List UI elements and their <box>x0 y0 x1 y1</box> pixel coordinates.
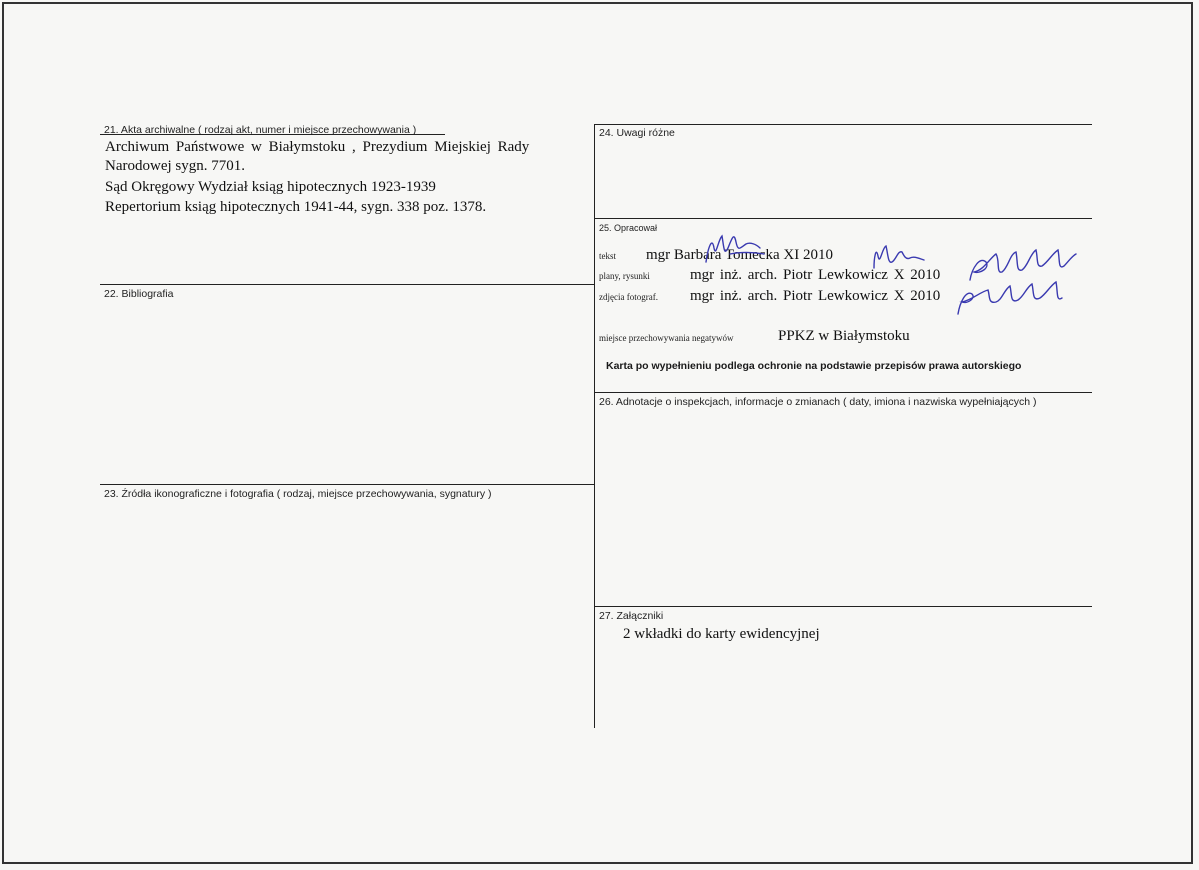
section-25-label: 25. Opracował <box>599 223 658 233</box>
rule-27-top <box>594 606 1092 607</box>
section-24-label: 24. Uwagi różne <box>599 127 675 139</box>
rule-24-top <box>594 124 1092 125</box>
zdjecia-label: zdjęcia fotograf. <box>599 292 658 302</box>
tekst-value: mgr Barbara Tomecka XI 2010 <box>646 247 833 263</box>
rule-25-top <box>594 218 1092 219</box>
section-21-line-4: Repertorium ksiąg hipotecznych 1941-44, sygn. 338 poz. 1378. <box>105 199 487 215</box>
rule-22-top <box>100 284 594 285</box>
plany-label: plany, rysunki <box>599 271 650 281</box>
section-27-value: 2 wkładki do karty ewidencyjnej <box>623 626 820 642</box>
section-21-line-3: Sąd Okręgowy Wydział ksiąg hipotecznych 1923-1939 <box>105 179 436 195</box>
divider-vertical <box>594 124 595 728</box>
signature-tomecka <box>868 238 928 272</box>
signature-tomecka-initials <box>700 218 770 268</box>
negatywy-value: PPKZ w Białymstoku <box>778 328 910 344</box>
section-21-label: 21. Akta archiwalne ( rodzaj akt, numer i miejsce przechowywania ) <box>104 124 417 136</box>
copyright-notice: Karta po wypełnieniu podlega ochronie na podstawie przepisów prawa autorskiego <box>606 360 1022 372</box>
plany-value: mgr inż. arch. Piotr Lewkowicz X 2010 <box>690 267 941 283</box>
signature-lewkowicz-zdjecia <box>950 276 1070 316</box>
section-27-label: 27. Załączniki <box>599 610 664 622</box>
rule-23-top <box>100 484 594 485</box>
zdjecia-value: mgr inż. arch. Piotr Lewkowicz X 2010 <box>690 288 941 304</box>
section-22-label: 22. Bibliografia <box>104 288 174 300</box>
negatywy-label: miejsce przechowywania negatywów <box>599 333 734 343</box>
rule-26-top <box>594 392 1092 393</box>
section-26-label: 26. Adnotacje o inspekcjach, informacje o zmianach ( daty, imiona i nazwiska wypełniających ) <box>599 396 1037 408</box>
section-21-line-1: Archiwum Państwowe w Białymstoku , Prezydium Miejskiej Rady <box>105 139 530 155</box>
tekst-label: tekst <box>599 251 616 261</box>
section-21-line-2: Narodowej sygn. 7701. <box>105 158 245 174</box>
section-23-label: 23. Źródła ikonograficzne i fotografia ( rodzaj, miejsce przechowywania, sygnatury ) <box>104 488 492 500</box>
